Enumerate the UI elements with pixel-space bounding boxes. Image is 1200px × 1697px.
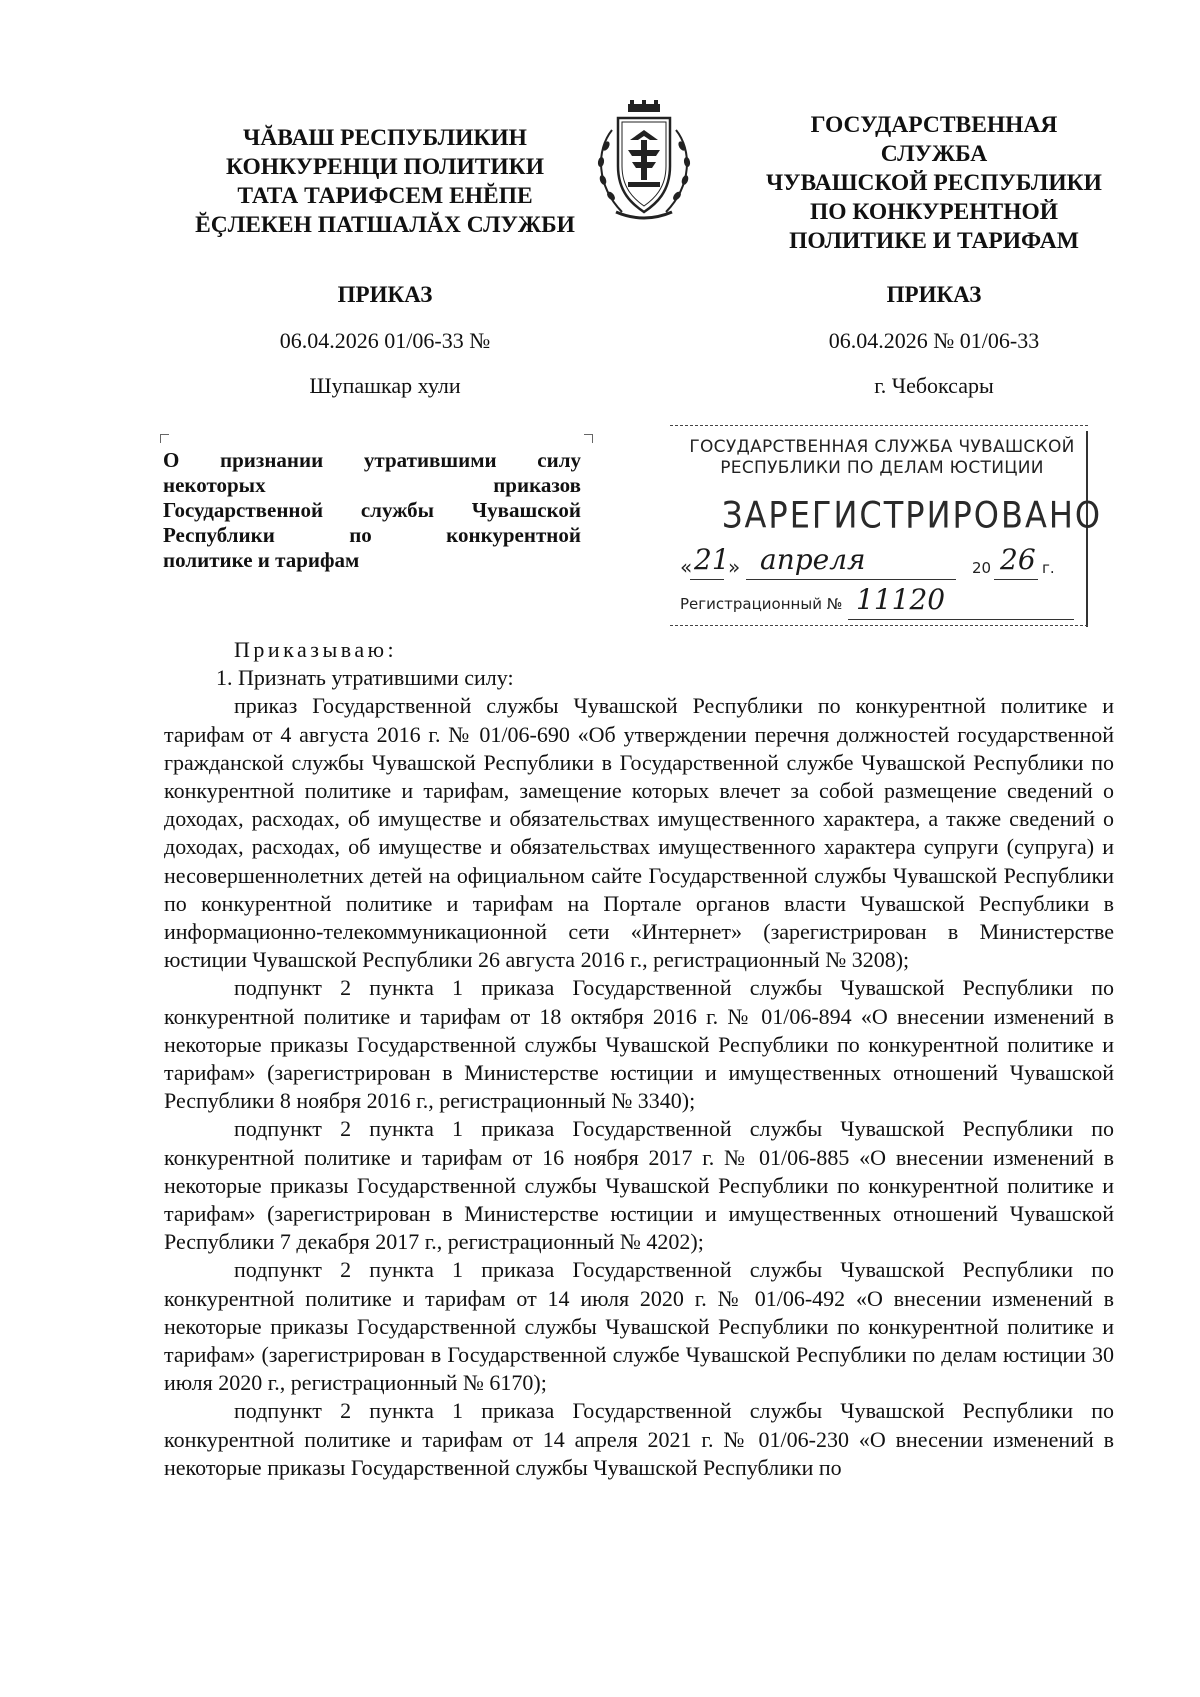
- coat-of-arms-icon: [592, 100, 696, 226]
- stamp-org-line: ГОСУДАРСТВЕННАЯ СЛУЖБА ЧУВАШСКОЙ: [689, 437, 1075, 457]
- order-paragraph: приказ Государственной службы Чувашской Республики по конкурентной политике и тарифам от 4 августа 2016 г. № 01/06-690 «Об утверждении перечня должностей государственной гражданской службы Чувашской Республики в Государственной службе Чувашской Республики по конкурентной политике и тарифам, замещение которых влечет за собой размещение сведений о доходах, расходах, об имуществе и обязательствах имущественного характера, а также сведений о доходах, расходах, об имуществе и обязательствах имущественного характера супруги (супруга) и несовершеннолетних детей на официальном сайте Государственной службы Чувашской Республики по конкурентной политике и тарифам на Портале органов власти Чувашской Республики в информационно-телекоммуникационной сети «Интернет» (зарегистрирован в Министерстве юстиции Чувашской Республики 26 августа 2016 г., регистрационный № 3208);: [164, 693, 1114, 973]
- order-word: Приказываю:: [234, 637, 398, 662]
- doc-type-right: ПРИКАЗ: [886, 282, 982, 307]
- order-body: [164, 636, 1114, 1482]
- subject-line: О признании утратившими силу: [163, 448, 581, 472]
- date-number-left: 06.04.2026 01/06-33 №: [279, 328, 491, 353]
- stamp-organization: [686, 437, 1078, 479]
- header-right-line: ГОСУДАРСТВЕННАЯ: [810, 112, 1058, 138]
- header-left-line: ЧĂВАШ РЕСПУБЛИКИН: [243, 125, 527, 151]
- stamp-quote-open: «: [680, 555, 693, 579]
- order-paragraph: подпункт 2 пункта 1 приказа Государственной службы Чувашской Республики по конкурентной политике и тарифам от 18 октября 2016 г. № 01/06-894 «О внесении изменений в некоторые приказы Государственной службы Чувашской Республики по конкурентной политике и тарифам» (зарегистрирован в Министерстве юстиции и имущественных отношений Чувашской Республики 8 ноября 2016 г., регистрационный № 3340);: [164, 975, 1114, 1114]
- stamp-number-line: [680, 583, 1080, 625]
- order-paragraph: подпункт 2 пункта 1 приказа Государственной службы Чувашской Республики по конкурентной политике и тарифам от 16 ноября 2017 г. № 01/06-885 «О внесении изменений в некоторые приказы Государственной службы Чувашской Республики по конкурентной политике и тарифам» (зарегистрирован в Министерстве юстиции и имущественных отношений Чувашской Республики 7 декабря 2017 г., регистрационный № 4202);: [164, 1116, 1114, 1255]
- city-right: г. Чебоксары: [874, 373, 994, 398]
- corner-mark-right: [584, 434, 593, 443]
- subject-line: некоторых приказов: [163, 473, 581, 497]
- stamp-month-underline: [746, 579, 956, 580]
- order-paragraph: подпункт 2 пункта 1 приказа Государственной службы Чувашской Республики по конкурентной политике и тарифам от 14 апреля 2021 г. № 01/06-230 «О внесении изменений в некоторые приказы Государственной службы Чувашской Республики по: [164, 1398, 1114, 1480]
- stamp-day-underline: [690, 579, 724, 580]
- subject-line: Государственной службы Чувашской: [163, 498, 581, 522]
- stamp-year-suffix: 26: [1000, 543, 1036, 576]
- header-right-line: СЛУЖБА: [880, 141, 988, 167]
- header-right-russian: [738, 111, 1130, 256]
- city-left: Шупашкар хули: [309, 373, 461, 398]
- subject-line: Республики по конкурентной: [163, 523, 581, 547]
- stamp-year-prefix: 20: [972, 559, 992, 577]
- header-left-line: ТАТА ТАРИФСЕМ ЕНĔПЕ: [237, 183, 533, 209]
- header-left-line: КОНКУРЕНЦИ ПОЛИТИКИ: [225, 154, 545, 180]
- stamp-number-underline: [848, 619, 1074, 620]
- subject-line: политике и тарифам: [163, 548, 360, 572]
- header-left-chuvash: [185, 124, 585, 240]
- stamp-month: апреля: [760, 543, 866, 576]
- stamp-reg-label: Регистрационный №: [680, 595, 843, 613]
- stamp-frame-top: [670, 425, 1088, 426]
- corner-mark-left: [160, 434, 169, 443]
- stamp-date-line: [680, 543, 1080, 581]
- stamp-quote-close: »: [728, 555, 741, 579]
- header-right-line: ПО КОНКУРЕНТНОЙ: [809, 199, 1059, 225]
- stamp-day: 21: [694, 543, 730, 576]
- doc-type-left: ПРИКАЗ: [337, 282, 433, 307]
- header-right-line: ПОЛИТИКЕ И ТАРИФАМ: [789, 228, 1079, 254]
- stamp-reg-number: 11120: [856, 583, 946, 616]
- subject-block: [163, 448, 581, 573]
- date-number-right: 06.04.2026 № 01/06-33: [828, 328, 1040, 353]
- stamp-frame-bottom: [670, 625, 1088, 626]
- order-item-1: 1. Признать утратившими силу:: [216, 665, 514, 691]
- header-left-line: ĔÇЛЕКЕН ПАТШАЛĂХ СЛУЖБИ: [195, 212, 575, 238]
- stamp-status: ЗАРЕГИСТРИРОВАНО: [722, 493, 1103, 537]
- header-right-line: ЧУВАШСКОЙ РЕСПУБЛИКИ: [766, 170, 1102, 196]
- stamp-year-abbr: г.: [1042, 559, 1055, 577]
- stamp-year-underline: [994, 579, 1038, 580]
- order-paragraph: подпункт 2 пункта 1 приказа Государственной службы Чувашской Республики по конкурентной политике и тарифам от 14 июля 2020 г. № 01/06-492 «О внесении изменений в некоторые приказы Государственной службы Чувашской Республики по конкурентной политике и тарифам» (зарегистрирован в Государственной службе Чувашской Республики по делам юстиции 30 июля 2020 г., регистрационный № 6170);: [164, 1257, 1114, 1396]
- registration-stamp: [670, 425, 1103, 635]
- stamp-org-line: РЕСПУБЛИКИ ПО ДЕЛАМ ЮСТИЦИИ: [720, 458, 1044, 478]
